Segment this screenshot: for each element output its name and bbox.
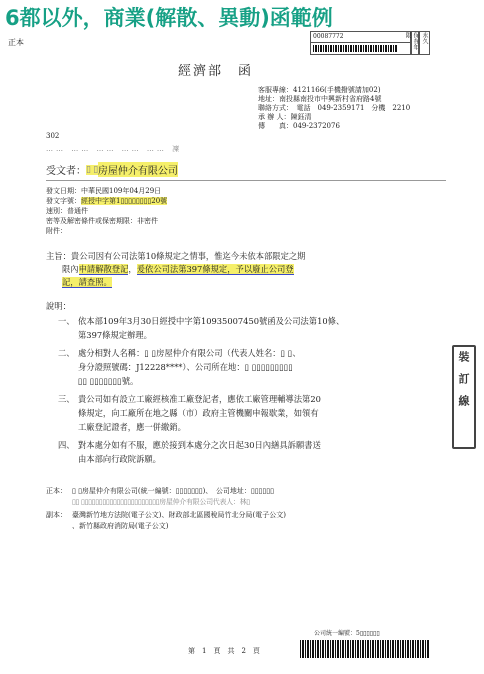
- subject-line-2-start: 限內: [62, 264, 79, 274]
- page-footer: 第 1 頁 共 2 頁: [188, 647, 260, 655]
- item-line: 對本處分如有不服，應於接到本處分之次日起30日內繕具訴願書送: [78, 440, 321, 450]
- attachment: 附件：: [46, 227, 67, 235]
- copy-type-label: 正本: [8, 38, 24, 47]
- issue-number-label: 發文字號：: [46, 197, 81, 205]
- uniform-id: 公司統一編號：5▯▯▯▯▯▯: [314, 630, 380, 637]
- postal-code: 302: [46, 132, 60, 140]
- recipient-address: …… …… …… …… …… 凜: [46, 145, 183, 153]
- speed: 速別：普通件: [46, 207, 88, 215]
- explanation-label: 說明：: [46, 301, 71, 311]
- binding-stamp-text: 裝 訂 線: [457, 351, 470, 406]
- item-number: 三、: [58, 394, 75, 404]
- contact-address: 地址：南投縣南投市中興新村省府路4號: [258, 95, 382, 103]
- subject-highlight-3: 記，請查照。: [62, 277, 112, 287]
- contact-block: [258, 86, 410, 131]
- subject-highlight-1: 申請解散登記: [78, 264, 129, 274]
- explanation-item: [58, 346, 438, 388]
- copy-line-1: 臺灣新竹地方法院(電子公文)、財政部北區國稅局竹北分局(電子公文): [72, 511, 286, 519]
- recipient-name: 房屋仲介有限公司: [98, 162, 178, 177]
- subject-highlight-2: 爰依公司法第397條規定，予以廢止公司登: [136, 264, 294, 274]
- item-line: ▯▯ ▯▯▯▯▯▯▯號。: [78, 376, 139, 386]
- original-line-1: ▯ ▯房屋仲介有限公司(統一編號：▯▯▯▯▯▯▯)、 公司地址：▯▯▯▯▯▯: [72, 487, 274, 495]
- issue-number: [46, 196, 167, 206]
- retention-label: 保存年限: [410, 31, 420, 55]
- subject-line-1: 貴公司因有公司法第10條規定之情事，惟迄今未依本部限定之期: [70, 251, 306, 261]
- item-line: 工廠登記證者，應一併繳銷。: [78, 422, 186, 432]
- archive-number: 00087772: [313, 33, 344, 40]
- retention-value: 永久: [418, 31, 430, 55]
- page-banner: 6都以外，商業(解散、異動)函範例: [5, 6, 333, 30]
- item-line: 身分證照號碼：J12228****）、公司所在地：▯ ▯▯▯▯▯▯▯▯▯: [78, 362, 293, 372]
- explanation-item: [58, 392, 438, 434]
- archive-box: [310, 31, 412, 55]
- bottom-barcode: [300, 640, 430, 658]
- contact-method: 聯絡方式： 電話 049-2359171 分機 2210: [258, 104, 411, 112]
- item-line: 貴公司如有設立工廠經核准工廠登記者，應依工廠管理輔導法第20: [78, 394, 321, 404]
- divider: [46, 180, 446, 181]
- subject-label: 主旨：: [46, 251, 71, 261]
- copy-label: 副本：: [46, 511, 67, 519]
- explanation-item: [58, 438, 438, 466]
- item-line: 處分相對人名稱：▯ ▯房屋仲介有限公司（代表人姓名：▯ ▯、: [78, 348, 301, 358]
- recipient-label: 受文者：: [46, 166, 86, 177]
- subject-comma: ，: [128, 264, 137, 274]
- contact-handler: 承 辦 人：陳鈺清: [258, 113, 312, 121]
- item-number: 四、: [58, 440, 75, 450]
- recipient-prefix: ▯ ▯: [86, 164, 98, 175]
- item-line: 條規定，向工廠所在地之縣（市）政府主管機關申報歇業，如領有: [78, 408, 319, 418]
- contact-hotline: 客服專線：4121166(手機撥號請加02): [258, 86, 381, 94]
- security-level: 密等及解密條件或保密期限：非密件: [46, 217, 158, 225]
- item-line: 由本部向行政院訴願。: [78, 454, 161, 464]
- issue-date: 發文日期：中華民國109年04月29日: [46, 187, 162, 195]
- contact-fax: 傳 真：049-2372076: [258, 122, 340, 130]
- archive-barcode: [313, 45, 397, 52]
- binding-stamp: [452, 345, 476, 449]
- copy-line-2: 、新竹縣政府消防局(電子公文): [72, 522, 169, 530]
- meta-block: [46, 186, 167, 236]
- item-number: 二、: [58, 348, 75, 358]
- document-title: 經濟部 函: [178, 64, 254, 79]
- item-line: 第397條規定辦理。: [78, 330, 152, 340]
- explanation-item: [58, 314, 438, 342]
- original-line-2: ▯▯ ▯▯▯▯▯▯▯▯▯▯▯▯▯▯▯▯▯▯▯▯▯▯房屋仲介有限公司代表人：林▯: [72, 498, 250, 506]
- explanation-list: [58, 314, 438, 466]
- original-label: 正本：: [46, 487, 67, 495]
- distribution-block: [46, 486, 456, 532]
- item-line: 依本部109年3月30日經授中字第10935007450號函及公司法第10條、: [78, 316, 345, 326]
- recipient-line: [46, 162, 178, 177]
- item-number: 一、: [58, 316, 75, 326]
- subject-block: [46, 250, 305, 289]
- issue-number-value: 經授中字第1▯▯▯▯▯▯▯▯20號: [81, 197, 168, 205]
